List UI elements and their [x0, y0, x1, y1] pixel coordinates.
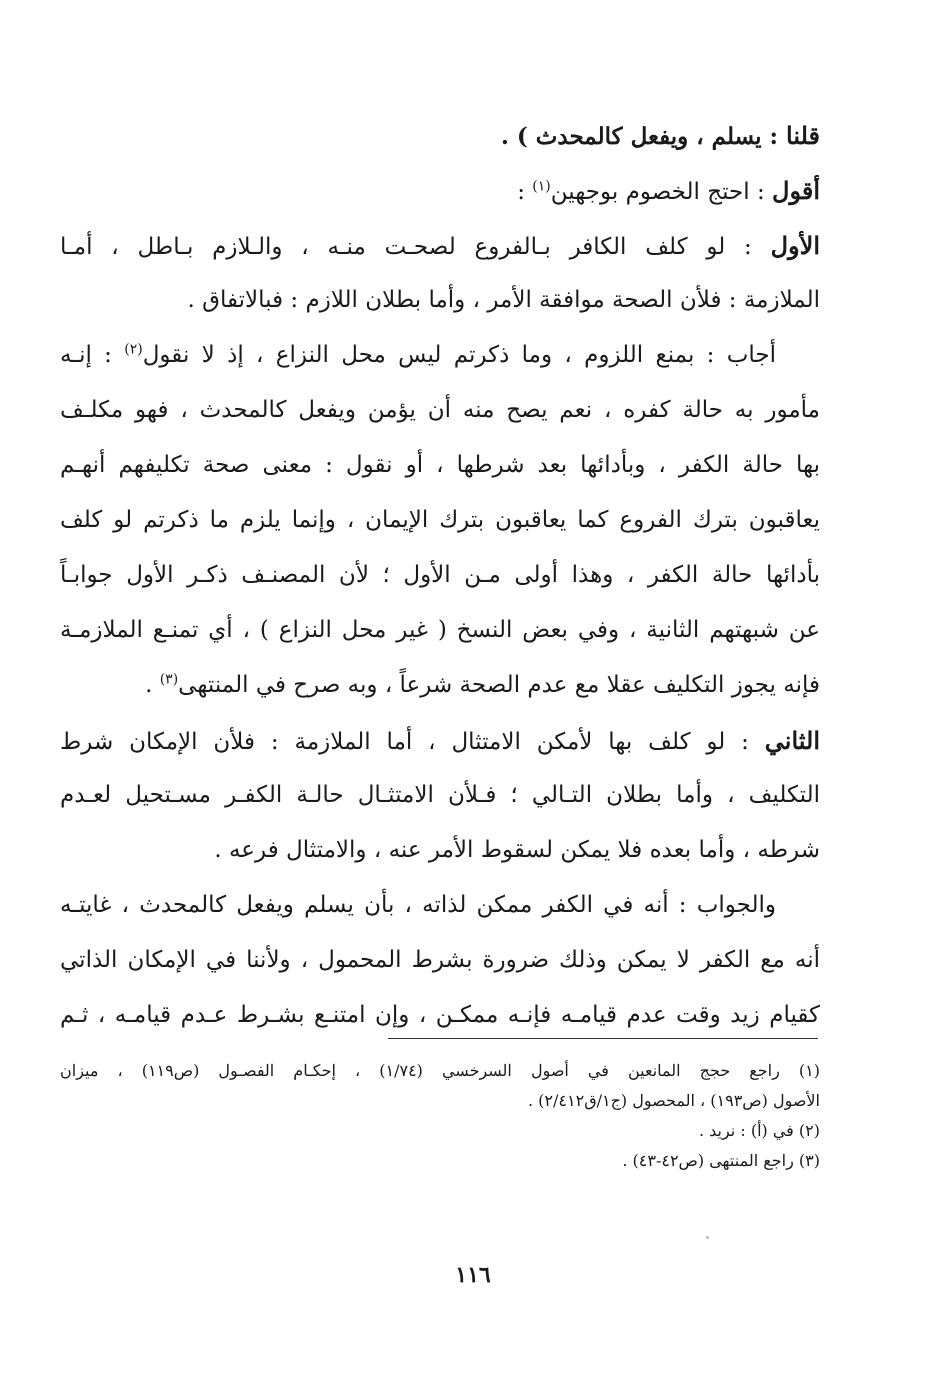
- line-text: : لو كلف بها لأمكن الامتثال ، أما الملازمة : فلأن الإمكان شرط: [60, 729, 765, 755]
- main-text: [60, 108, 820, 1043]
- lead-word: الأول: [770, 231, 820, 260]
- line-text: بأدائها حالة الكفر ، وهذا أولى مـن الأول ؛ لأن المصنـف ذكـر الأول جوابـاً: [60, 562, 820, 588]
- lead-word: الثاني: [764, 726, 820, 755]
- footnote-1: (١) راجع حجج المانعين في أصول السرخسي (١/٧٤) ، إحكـام الفصـول (ص١١٩) ، ميزان: [60, 1061, 820, 1080]
- text-line-4: [60, 273, 820, 328]
- lead-word: قلنا: [786, 121, 820, 150]
- text-line-12: [60, 713, 820, 768]
- text-line-3: [60, 218, 820, 273]
- line-tail: .: [145, 672, 160, 698]
- line-text: الملازمة : فلأن الصحة موافقة الأمر ، وأما بطلان اللازم : فبالاتفاق .: [187, 287, 820, 313]
- text-line-14: [60, 823, 820, 878]
- text-line-5: [60, 328, 820, 383]
- text-line-10: [60, 603, 820, 658]
- scan-speck: [706, 1236, 709, 1239]
- footnote-separator: [388, 1038, 818, 1039]
- line-text: أجاب : بمنع اللزوم ، وما ذكرتم ليس محل النزاع ، إذ لا نقول: [142, 342, 776, 368]
- line-text: : يسلم ، ويفعل كالمحدث ) .: [500, 123, 787, 150]
- line-text: شرطه ، وأما بعده فلا يمكن لسقوط الأمر عنه ، والامتثال فرعه .: [214, 837, 820, 863]
- footnote-2: (٢) في (أ) : نريد .: [698, 1121, 820, 1140]
- line-text: أنه مع الكفر لا يمكن وذلك ضرورة بشرط المحمول ، ولأننا في الإمكان الذاتي: [60, 947, 820, 973]
- line-text: بها حالة الكفر ، وبأدائها بعد شرطها ، أو نقول : معنى صحة تكليفهم أنهـم: [60, 452, 820, 478]
- text-line-2: [60, 163, 820, 218]
- footnote-ref: (٢): [124, 341, 143, 358]
- text-line-13: [60, 768, 820, 823]
- line-text: التكليف ، وأما بطلان التـالي ؛ فـلأن الامتثـال حالـة الكفـر مسـتحيل لعـدم: [60, 782, 820, 808]
- text-line-9: [60, 548, 820, 603]
- line-text: عن شبهتهم الثانية ، وفي بعض النسخ ( غير محل النزاع ) ، أي تمنـع الملازمـة: [60, 617, 820, 643]
- text-line-17: [60, 988, 820, 1043]
- footnote-ref: (١): [532, 178, 551, 195]
- page-number: ١١٦: [455, 1262, 491, 1288]
- line-tail: :: [517, 179, 533, 205]
- footnote-3: (٣) راجع المنتهى (ص٤٢-٤٣) .: [622, 1151, 820, 1170]
- text-line-16: [60, 933, 820, 988]
- text-line-15: [60, 878, 820, 933]
- footnote-1-continued: الأصول (ص١٩٣) ، المحصول (ج١/ق٢/٤١٢) .: [528, 1091, 820, 1110]
- line-text: : لو كلف الكافر بـالفروع لصحـت منـه ، والـلازم بـاطل ، أمـا: [60, 234, 771, 260]
- footnotes: [60, 1056, 820, 1176]
- line-text: والجواب : أنه في الكفر ممكن لذاته ، بأن يسلم ويفعل كالمحدث ، غايتـه: [60, 892, 776, 918]
- line-text: مأمور به حالة كفره ، نعم يصح منه أن يؤمن ويفعل كالمحدث ، فهو مكلـف: [60, 397, 820, 423]
- text-line-8: [60, 493, 820, 548]
- line-text: يعاقبون بترك الفروع كما يعاقبون بترك الإيمان ، وإنما يلزم ما ذكرتم لو كلف: [60, 507, 820, 533]
- text-line-7: [60, 438, 820, 493]
- text-line-11: [60, 658, 820, 713]
- text-line-6: [60, 383, 820, 438]
- text-line-1: [60, 108, 820, 163]
- lead-word: أقول: [772, 176, 820, 205]
- line-tail: : إنـه: [60, 342, 125, 368]
- line-text: فإنه يجوز التكليف عقلا مع عدم الصحة شرعاً ، وبه صرح في المنتهى: [178, 672, 820, 698]
- footnote-ref: (٣): [159, 671, 179, 688]
- line-text: كقيام زيد وقت عدم قيامـه فإنـه ممكـن ، وإن امتنـع بشـرط عـدم قيامـه ، ثـم: [60, 1002, 820, 1028]
- line-text: : احتج الخصوم بوجهين: [550, 179, 773, 205]
